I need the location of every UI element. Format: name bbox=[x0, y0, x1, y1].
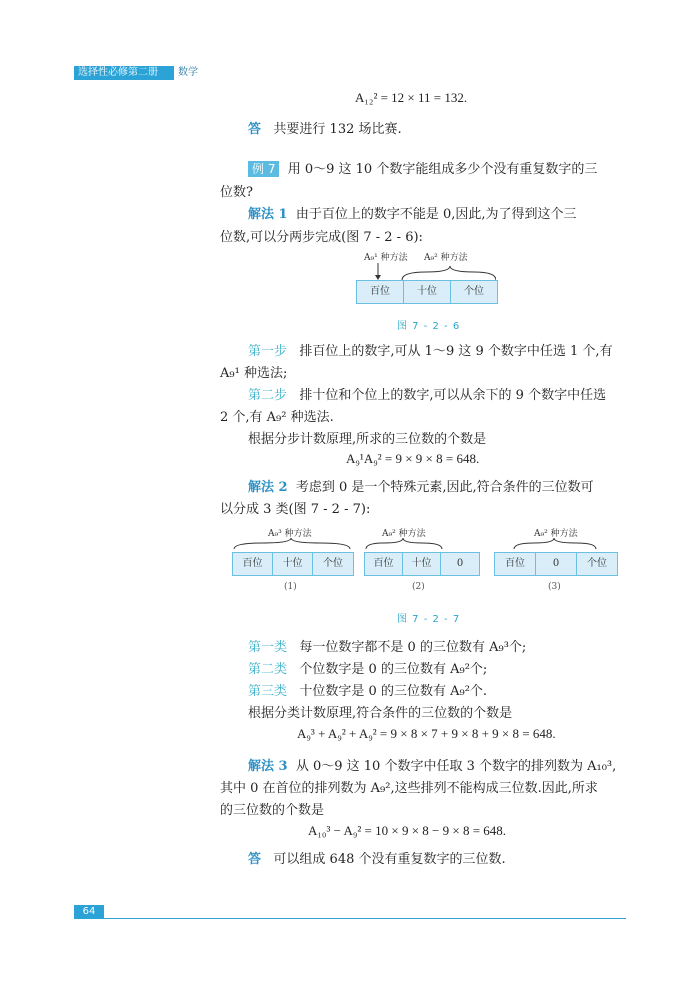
fig7-p2-brace-label: A₉² 种方法 bbox=[382, 529, 426, 539]
class-1-text: 每一位数字都不是 0 的三位数有 A₉³个; bbox=[299, 640, 527, 655]
method-2-label: 解法 2 bbox=[248, 480, 288, 495]
book-title: 选择性必修第二册 bbox=[78, 67, 158, 78]
fig7-p1-num: (1) bbox=[284, 582, 297, 592]
method-3-line1 bbox=[248, 755, 616, 774]
fig7-p3-cell-1: 百位 bbox=[495, 553, 536, 575]
subject-title: 数学 bbox=[178, 67, 198, 78]
fig7-p2-cell-1: 百位 bbox=[365, 553, 403, 575]
step-2-text-b: 2 个,有 A₉² 种选法. bbox=[220, 410, 334, 425]
answer-text: 共要进行 132 场比赛. bbox=[273, 122, 402, 137]
page-number: 64 bbox=[74, 905, 104, 919]
equation-3: A₉³ + A₉² + A₉² = 9 × 8 × 7 + 9 × 8 + 9 × 8 = 648. bbox=[297, 726, 556, 741]
figure-7-2-6 bbox=[356, 250, 496, 310]
fig7-p2-brace bbox=[364, 538, 444, 550]
step-1-text-b: A₉¹ 种选法; bbox=[220, 366, 288, 381]
method-2-text-a: 考虑到 0 是一个特殊元素,因此,符合条件的三位数可 bbox=[295, 480, 594, 495]
step-1-line1 bbox=[248, 340, 613, 359]
fig7-p2-cell-3: 0 bbox=[456, 558, 464, 569]
method-3-text-a: 从 0～9 这 10 个数字中任取 3 个数字的排列数为 A₁₀³, bbox=[295, 759, 617, 774]
fig7-p1-cell-1: 百位 bbox=[233, 553, 273, 575]
example-7-line1 bbox=[248, 158, 597, 177]
method-3-label: 解法 3 bbox=[248, 759, 288, 774]
step-1-label: 第一步 bbox=[248, 344, 288, 359]
rule-1: 根据分步计数原理,所求的三位数的个数是 bbox=[248, 432, 487, 447]
fig7-p2-num: (2) bbox=[412, 582, 425, 592]
fig6-cell-hundreds: 百位 bbox=[357, 281, 404, 303]
answer-1 bbox=[248, 118, 402, 137]
answer-label: 答 bbox=[248, 122, 262, 137]
fig6-cell-tens: 十位 bbox=[404, 281, 451, 303]
class-3 bbox=[248, 680, 487, 699]
fig7-p1-boxes bbox=[232, 552, 354, 576]
rule-2: 根据分类计数原理,符合条件的三位数的个数是 bbox=[248, 706, 513, 721]
step-2-text-a: 排十位和个位上的数字,可以从余下的 9 个数字中任选 bbox=[299, 388, 607, 403]
fig6-caption: 图 7 - 2 - 6 bbox=[397, 321, 461, 332]
step-1-text-a: 排百位上的数字,可从 1～9 这 9 个数字中任选 1 个,有 bbox=[299, 344, 613, 359]
class-2-label: 第二类 bbox=[248, 662, 288, 677]
fig7-p1-cell-2: 十位 bbox=[273, 553, 313, 575]
fig7-p3-brace bbox=[494, 538, 618, 550]
fig7-p3-brace-label: A₉² 种方法 bbox=[534, 529, 578, 539]
fig7-p1-cell-3: 个位 bbox=[323, 558, 343, 569]
fig6-label-right: A₉² 种方法 bbox=[424, 253, 468, 263]
method-2-text-b: 以分成 3 类(图 7 - 2 - 7): bbox=[220, 502, 371, 517]
step-2-line1 bbox=[248, 384, 606, 403]
fig6-digit-boxes bbox=[356, 280, 498, 304]
equation-4: A₁₀³ − A₉² = 10 × 9 × 8 − 9 × 8 = 648. bbox=[308, 823, 507, 838]
example-7-text-b: 位数? bbox=[220, 185, 253, 200]
fig7-caption: 图 7 - 2 - 7 bbox=[397, 614, 461, 625]
class-3-text: 十位数字是 0 的三位数有 A₉²个. bbox=[299, 684, 488, 699]
class-2 bbox=[248, 658, 487, 677]
class-1 bbox=[248, 636, 526, 655]
fig6-label-left: A₉¹ 种方法 bbox=[364, 253, 408, 263]
method-1-text-a: 由于百位上的数字不能是 0,因此,为了得到这个三 bbox=[295, 207, 577, 222]
fig6-cell-ones: 个位 bbox=[464, 286, 484, 297]
method-1-text-b: 位数,可以分两步完成(图 7 - 2 - 6): bbox=[220, 230, 423, 245]
fig7-p2-cell-2: 十位 bbox=[403, 553, 441, 575]
method-3-text-b: 其中 0 在首位的排列数为 A₉²,这些排列不能构成三位数.因此,所求 bbox=[220, 781, 598, 796]
figure-7-2-7 bbox=[232, 526, 618, 598]
fig7-p1-brace bbox=[232, 538, 352, 550]
method-3-text-c: 的三位数的个数是 bbox=[220, 803, 325, 818]
example-7-text-a: 用 0～9 这 10 个数字能组成多少个没有重复数字的三 bbox=[287, 162, 598, 177]
footer-rule bbox=[104, 918, 626, 919]
equation-2: A₉¹A₉² = 9 × 9 × 8 = 648. bbox=[346, 451, 480, 466]
answer-2-label: 答 bbox=[248, 852, 262, 867]
class-1-label: 第一类 bbox=[248, 640, 288, 655]
fig7-p3-cell-2: 0 bbox=[536, 553, 577, 575]
class-3-label: 第三类 bbox=[248, 684, 288, 699]
fig6-arrows bbox=[356, 260, 496, 282]
method-1-line1 bbox=[248, 203, 577, 222]
answer-2-text: 可以组成 648 个没有重复数字的三位数. bbox=[273, 852, 506, 867]
equation-1: A₁₂² = 12 × 11 = 132. bbox=[355, 90, 468, 105]
fig7-p1-brace-label: A₉³ 种方法 bbox=[268, 529, 312, 539]
method-1-label: 解法 1 bbox=[248, 207, 288, 222]
fig7-p2-boxes bbox=[364, 552, 480, 576]
fig7-p3-cell-3: 个位 bbox=[587, 558, 607, 569]
example-tag: 例 7 bbox=[248, 161, 279, 177]
fig7-p3-boxes bbox=[494, 552, 618, 576]
step-2-label: 第二步 bbox=[248, 388, 288, 403]
answer-2 bbox=[248, 848, 506, 867]
class-2-text: 个位数字是 0 的三位数有 A₉²个; bbox=[299, 662, 488, 677]
method-2-line1 bbox=[248, 476, 594, 495]
fig7-p3-num: (3) bbox=[548, 582, 561, 592]
